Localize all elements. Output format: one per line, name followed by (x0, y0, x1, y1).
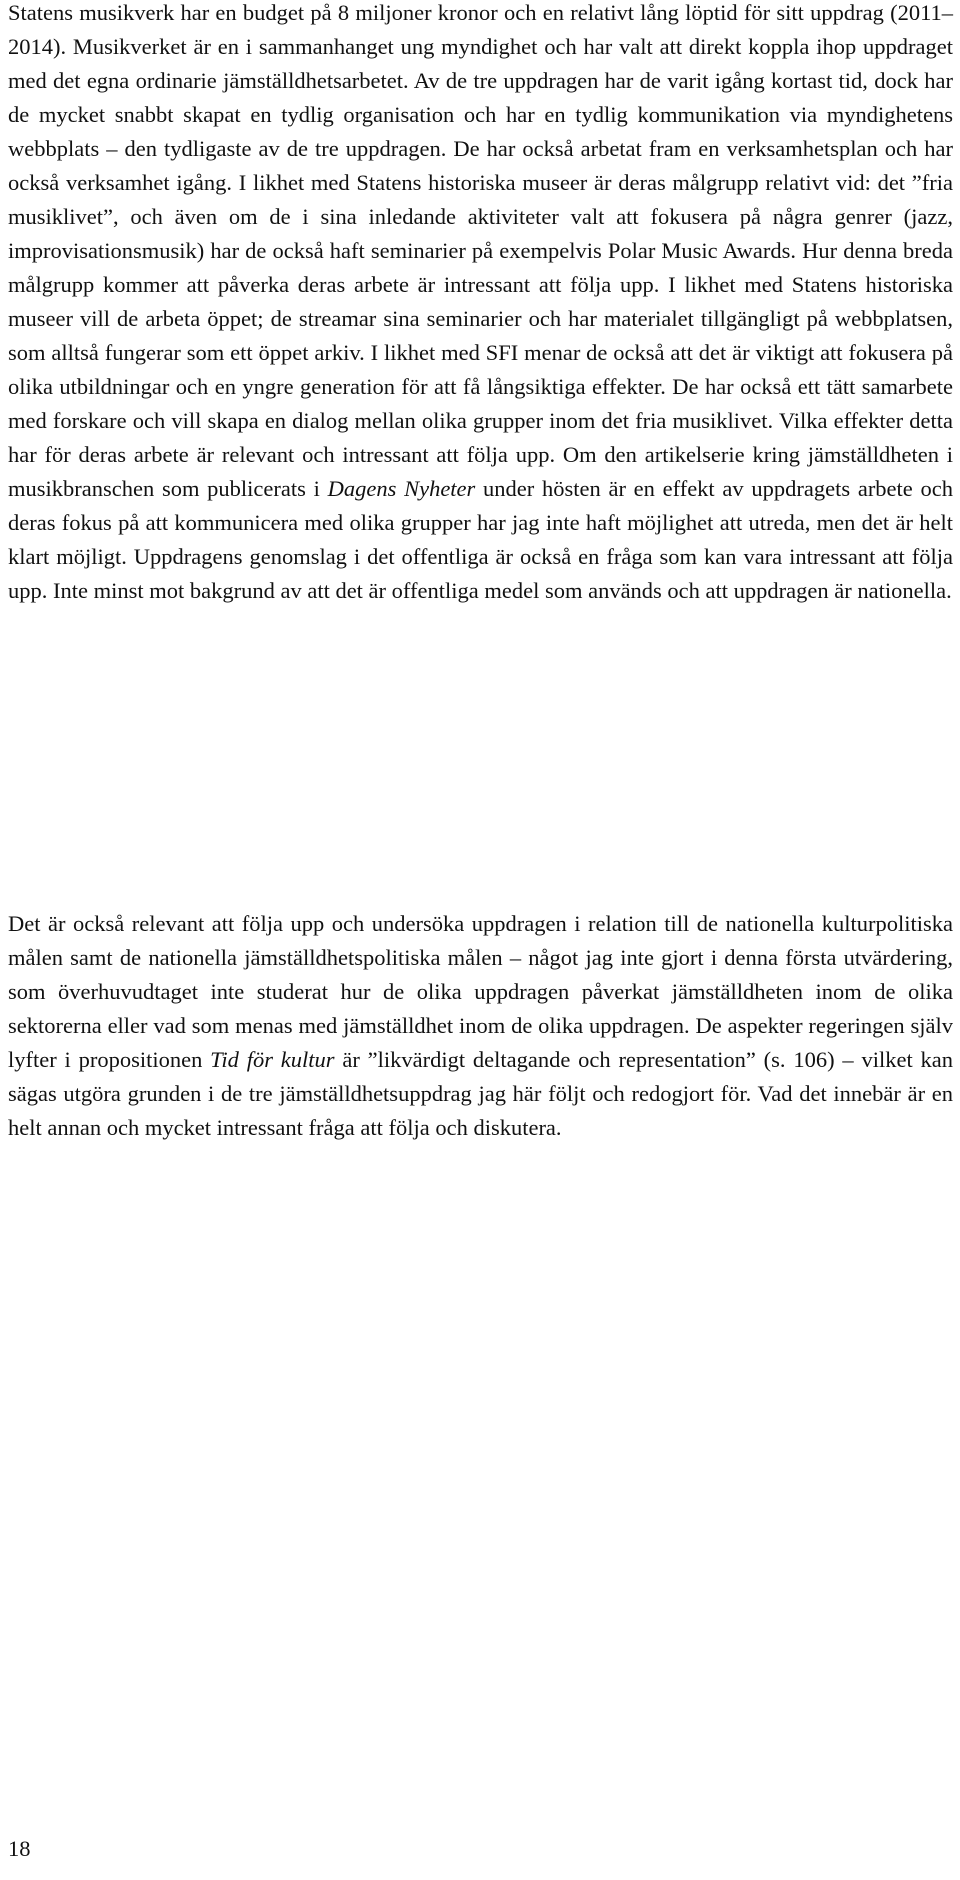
newspaper-title: Dagens Nyheter (327, 476, 476, 501)
paragraph-2-text-start: Det är också relevant att följa upp och undersöka uppdragen i relation till de nationella kulturpolitiska målen samt de nationella jämställdhetspolitiska målen – något jag inte gjort i denna första utvärdering, som överhuvudtaget inte studerat hur de olika uppdragen påverkat jämställdheten inom de olika sektorerna eller vad som menas med jämställdhet inom de olika uppdragen. De aspekter regeringen själv lyfter i propositionen (8, 911, 953, 1072)
paragraph-2-text-end: är ”likvärdigt deltagande och representation” (s. 106) – vilket kan sägas utgöra grunden i de tre jämställdhetsuppdrag jag här följt och redogjort för. Vad det innebär är en helt annan och mycket intressant fråga att följa och diskutera. (8, 1047, 953, 1140)
paragraph-1-text-end: under hösten är en effekt av uppdragets arbete och deras fokus på att kommunicera med olika grupper har jag inte haft möjlighet att utreda, men det är helt klart möjligt. Uppdragens genomslag i det offentliga är också en fråga som kan vara intressant att följa upp. Inte minst mot bakgrund av att det är offentliga medel som används och att uppdragen är nationella. (8, 476, 953, 603)
body-paragraph-1 (8, 0, 953, 608)
page-number: 18 (8, 1836, 31, 1861)
body-paragraph-2 (8, 907, 953, 1145)
paragraph-1-text-start: Statens musikverk har en budget på 8 miljoner kronor och en relativt lång löptid för sitt uppdrag (2011–2014). Musikverket är en i sammanhanget ung myndighet och har valt att direkt koppla ihop uppdraget med det egna ordinarie jämställdhetsarbetet. Av de tre uppdragen har de varit igång kortast tid, dock har de mycket snabbt skapat en tydlig organisation och har en tydlig kommunikation via myndighetens webbplats – den tydligaste av de tre uppdragen. De har också arbetat fram en verksamhetsplan och har också verksamhet igång. I likhet med Statens historiska museer är deras målgrupp relativt vid: det ”fria musiklivet”, och även om de i sina inledande aktiviteter valt att fokusera på några genrer (jazz, improvisationsmusik) har de också haft seminarier på exempelvis Polar Music Awards. Hur denna breda målgrupp kommer att påverka deras arbete är intressant att följa upp. I likhet med Statens historiska museer vill de arbeta öppet; de streamar sina seminarier och har materialet tillgängligt på webbplatsen, som alltså fungerar som ett öppet arkiv. I likhet med SFI menar de också att det är viktigt att fokusera på olika utbildningar och en yngre generation för att få långsiktiga effekter. De har också ett tätt samarbete med forskare och vill skapa en dialog mellan olika grupper inom det fria musiklivet. Vilka effekter detta har för deras arbete är relevant och intressant att följa upp. Om den artikelserie kring jämställdheten i musikbranschen som publicerats i (8, 0, 953, 501)
proposition-title: Tid för kultur (210, 1047, 335, 1072)
